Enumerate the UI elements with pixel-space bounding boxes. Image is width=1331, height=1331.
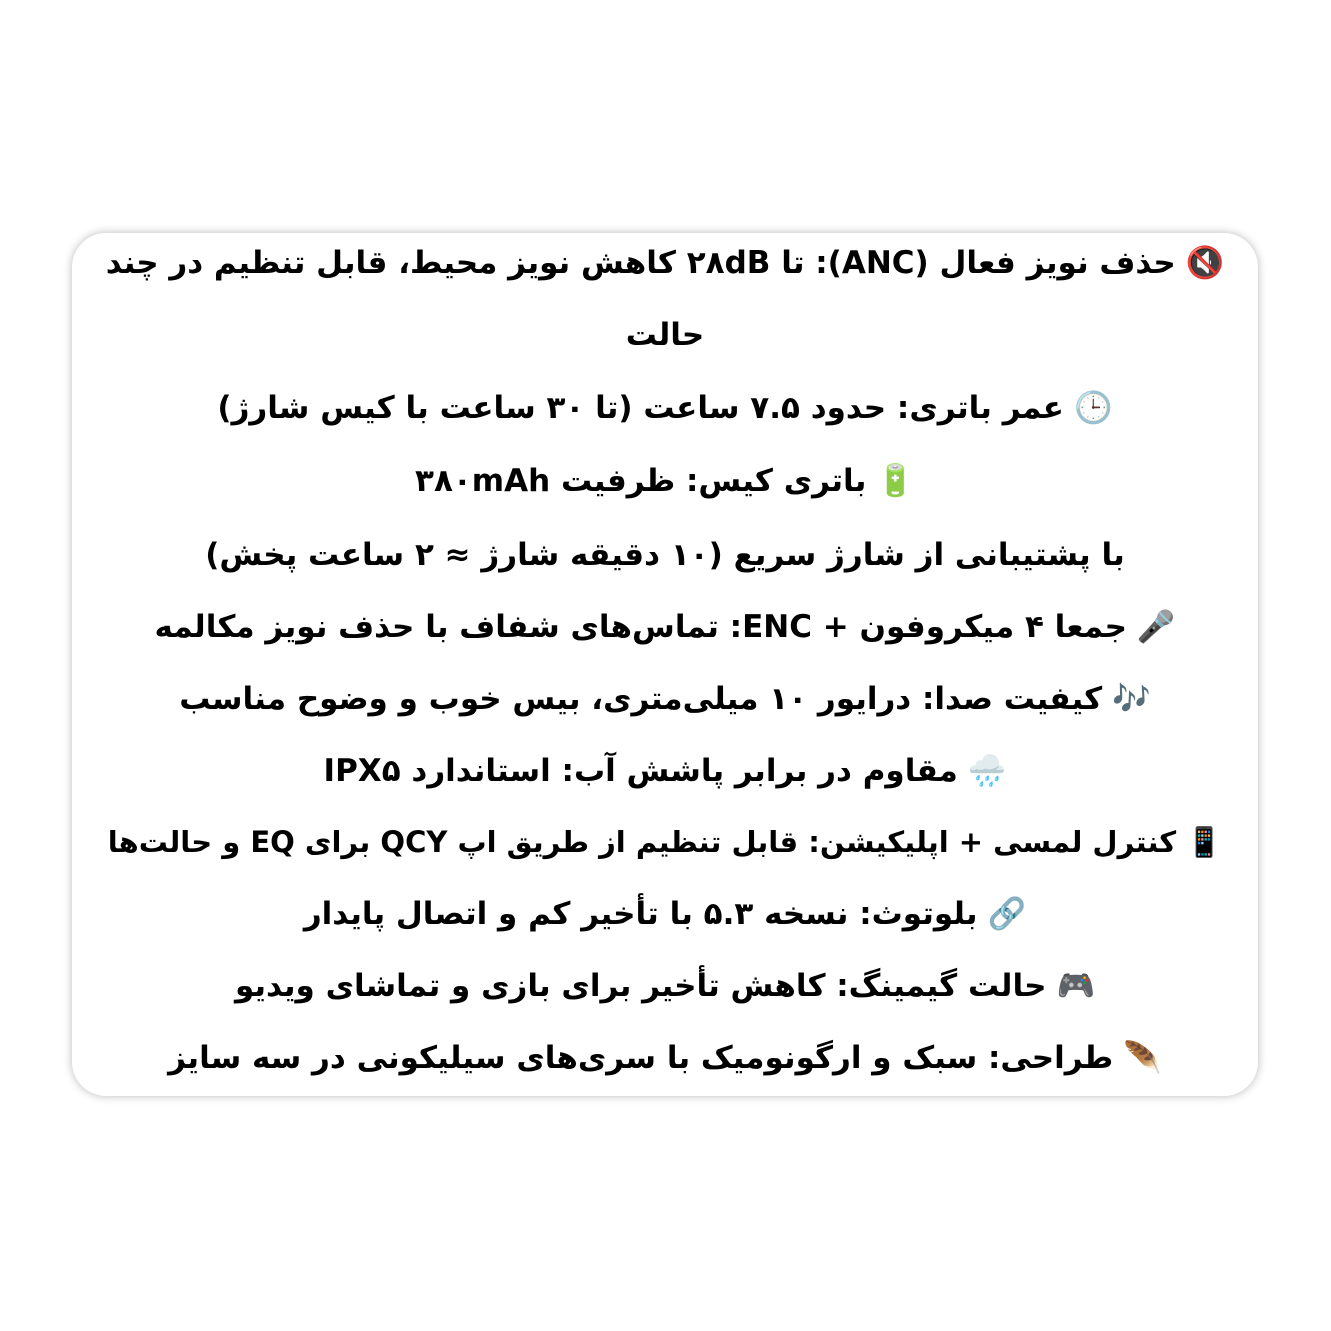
spec-line-anc (92, 241, 1238, 285)
spec-line-sound-quality (92, 677, 1238, 721)
clock-icon: 🕒 (1073, 390, 1113, 426)
spec-line-case-battery (92, 459, 1238, 503)
game-controller-icon: 🎮 (1056, 968, 1096, 1004)
feather-icon: 🪶 (1123, 1040, 1162, 1076)
spec-line-design (92, 1036, 1238, 1080)
spec-text-fast-charge: با پشتیبانی از شارژ سریع (۱۰ دقیقه شارژ ≈ ۲ ساعت پخش) (205, 537, 1125, 573)
spec-line-microphones (92, 605, 1238, 649)
music-notes-icon: 🎶 (1112, 681, 1151, 717)
spec-text-anc-cont: حالت (625, 317, 705, 353)
spec-line-touch-control (92, 820, 1238, 864)
spec-text-sound-quality: کیفیت صدا: درایور ۱۰ میلی‌متری، بیس خوب و وضوح مناسب (179, 681, 1103, 717)
spec-text-touch-control: کنترل لمسی + اپلیکیشن: قابل تنظیم از طریق اپ QCY برای EQ و حالت‌ها (107, 825, 1177, 859)
muted-speaker-icon: 🔇 (1185, 245, 1225, 281)
spec-line-anc-cont (92, 313, 1238, 357)
spec-text-bluetooth: بلوتوث: نسخه ۵.۳ با تأخیر کم و اتصال پایدار (303, 896, 978, 932)
spec-text-anc: حذف نویز فعال (ANC): تا ۲۸dB کاهش نویز محیط، قابل تنظیم در چند (105, 245, 1176, 281)
spec-text-water-resistance: مقاوم در برابر پاشش آب: استاندارد IPX۵ (323, 753, 958, 789)
spec-line-water-resistance (92, 749, 1238, 793)
mobile-phone-icon: 📱 (1186, 825, 1223, 859)
spec-text-case-battery: باتری کیس: ظرفیت ۳۸۰mAh (415, 463, 867, 499)
spec-line-gaming-mode (92, 964, 1238, 1008)
spec-text-battery-life: عمر باتری: حدود ۷.۵ ساعت (تا ۳۰ ساعت با کیس شارژ) (217, 390, 1064, 426)
spec-text-gaming-mode: حالت گیمینگ: کاهش تأخیر برای بازی و تماشای ویدیو (234, 968, 1047, 1004)
battery-icon: 🔋 (876, 463, 915, 499)
spec-line-battery-life (92, 386, 1238, 430)
spec-text-microphones: جمعا ۴ میکروفون + ENC: تماس‌های شفاف با حذف نویز مکالمه (154, 609, 1127, 645)
spec-text-design: طراحی: سبک و ارگونومیک با سری‌های سیلیکونی در سه سایز (168, 1040, 1114, 1076)
spec-line-fast-charge (92, 533, 1238, 577)
link-icon: 🔗 (987, 896, 1027, 932)
microphone-icon: 🎤 (1136, 609, 1176, 645)
spec-card (72, 233, 1258, 1096)
rain-cloud-icon: 🌧️ (967, 753, 1007, 789)
spec-line-bluetooth (92, 892, 1238, 936)
